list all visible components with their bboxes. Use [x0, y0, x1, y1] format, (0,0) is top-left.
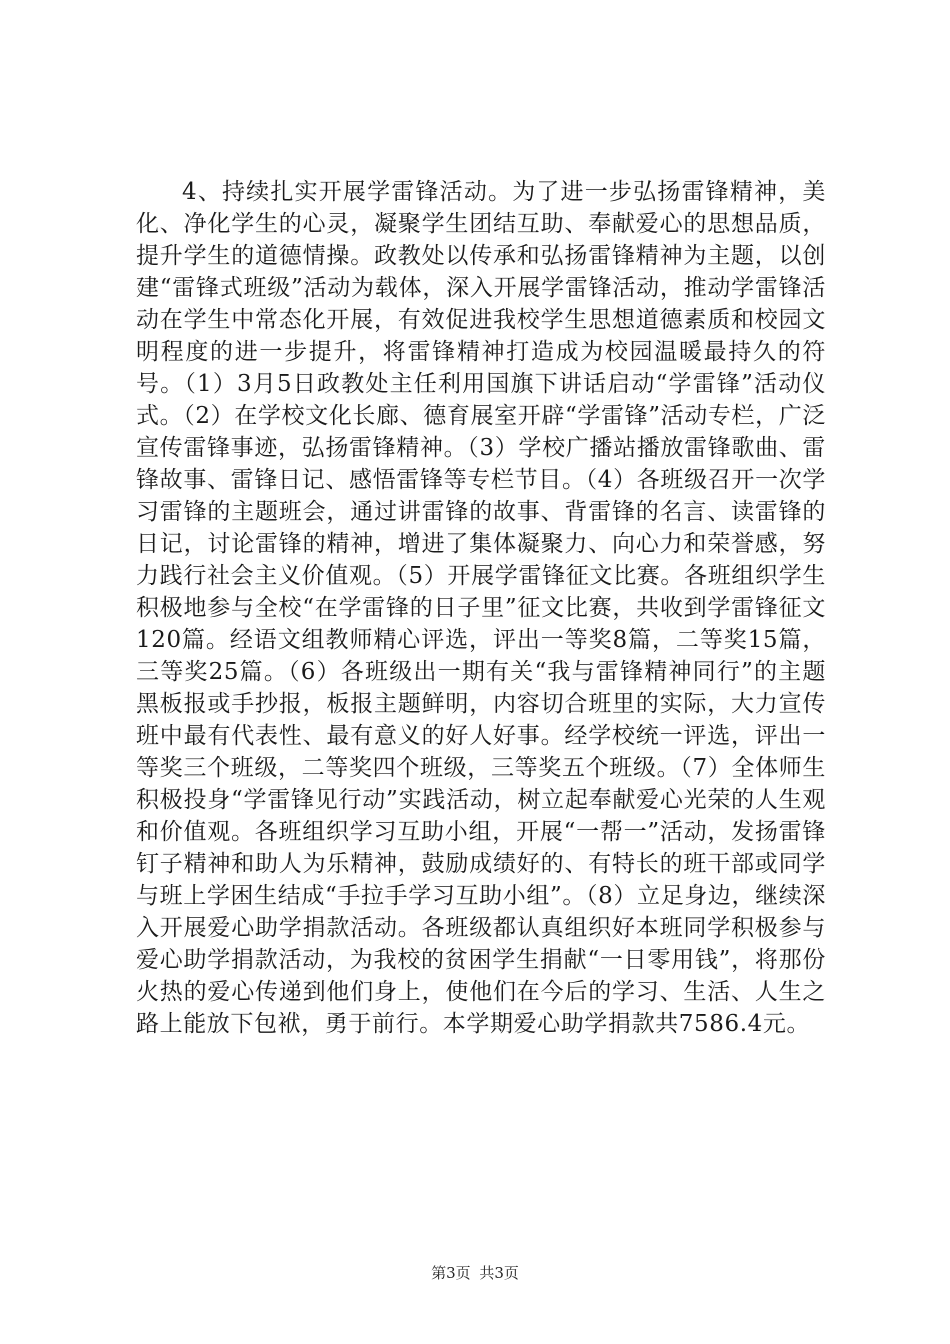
page-total: 共3页 — [479, 1264, 519, 1282]
page-number: 第3页 — [431, 1264, 471, 1282]
page-footer — [0, 1262, 950, 1283]
body-paragraph: 4、持续扎实开展学雷锋活动。为了进一步弘扬雷锋精神，美化、净化学生的心灵，凝聚学生团结互助、奉献爱心的思想品质，提升学生的道德情操。政教处以传承和弘扬雷锋精神为主题，以创建“雷锋式班级”活动为载体，深入开展学雷锋活动，推动学雷锋活动在学生中常态化开展，有效促进我校学生思想道德素质和校园文明程度的进一步提升，将雷锋精神打造成为校园温暖最持久的符号。（1）3月5日政教处主任利用国旗下讲话启动“学雷锋”活动仪式。（2）在学校文化长廊、德育展室开辟“学雷锋”活动专栏，广泛宣传雷锋事迹，弘扬雷锋精神。（3）学校广播站播放雷锋歌曲、雷锋故事、雷锋日记、感悟雷锋等专栏节目。（4）各班级召开一次学习雷锋的主题班会，通过讲雷锋的故事、背雷锋的名言、读雷锋的日记，讨论雷锋的精神，增进了集体凝聚力、向心力和荣誉感，努力践行社会主义价值观。（5）开展学雷锋征文比赛。各班组织学生积极地参与全校“在学雷锋的日子里”征文比赛，共收到学雷锋征文120篇。经语文组教师精心评选，评出一等奖8篇，二等奖15篇，三等奖25篇。（6）各班级出一期有关“我与雷锋精神同行”的主题黑板报或手抄报，板报主题鲜明，内容切合班里的实际，大力宣传班中最有代表性、最有意义的好人好事。经学校统一评选，评出一等奖三个班级，二等奖四个班级，三等奖五个班级。（7）全体师生积极投身“学雷锋见行动”实践活动，树立起奉献爱心光荣的人生观和价值观。各班组织学习互助小组，开展“一帮一”活动，发扬雷锋钉子精神和助人为乐精神，鼓励成绩好的、有特长的班干部或同学与班上学困生结成“手拉手学习互助小组”。（8）立足身边，继续深入开展爱心助学捐款活动。各班级都认真组织好本班同学积极参与爱心助学捐款活动，为我校的贫困学生捐献“一日零用钱”，将那份火热的爱心传递到他们身上，使他们在今后的学习、生活、人生之路上能放下包袱，勇于前行。本学期爱心助学捐款共7586.4元。 — [136, 179, 826, 1037]
